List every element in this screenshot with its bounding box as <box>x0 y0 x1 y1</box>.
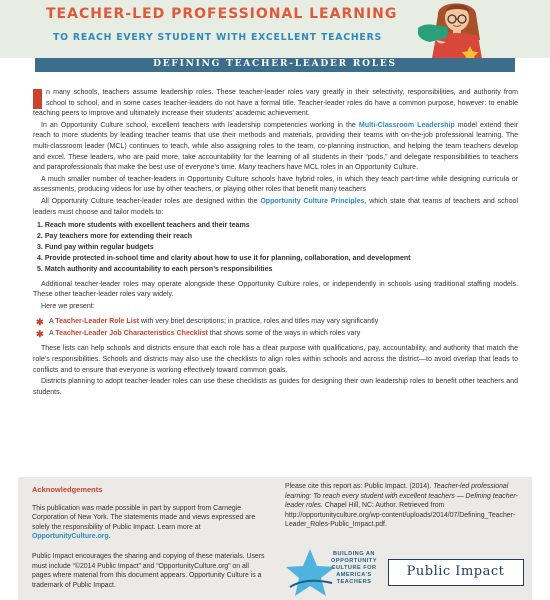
present-item-prefix: A <box>49 330 56 338</box>
multi-classroom-leadership-link[interactable]: Multi-Classroom Leadership <box>358 121 455 129</box>
principle-item: 1. Reach more students with excellent teachers and their teams <box>37 222 250 230</box>
here-we-present: Here we present: <box>41 302 95 310</box>
public-impact-logo <box>388 559 524 586</box>
citation <box>285 482 523 530</box>
page-subtitle: TO REACH EVERY STUDENT WITH EXCELLENT TEACHERS <box>53 32 383 43</box>
present-item-suffix: with very brief descriptions; in practice, roles and titles may vary significantly <box>138 318 379 326</box>
asterisk-bullet-icon: ✱ <box>36 329 44 340</box>
citation-text-b: Chapel Hill, NC: Author. Retrieved from http://opportunityculture.org/wp-content/uploads/2014/07/Defining_Teacher-Leader_Roles-Public_Impact.pdf. <box>285 502 516 529</box>
principle-item: 3. Fund pay within regular budgets <box>37 243 154 251</box>
acknowledgements-funding <box>32 504 267 542</box>
principles-list <box>33 221 518 276</box>
asterisk-bullet-icon: ✱ <box>36 317 44 328</box>
mcl-text-a: In an Opportunity Culture school, excellent teachers with leadership competencies working in the <box>41 121 359 129</box>
intro-paragraph <box>33 88 518 120</box>
section-banner <box>35 58 515 72</box>
acknowledgements <box>32 485 267 600</box>
principles-text-b: , which state that teams of teachers and school leaders must choose and tailor models to: <box>33 197 519 216</box>
present-item-checklist <box>33 328 518 340</box>
districts-paragraph: Districts planning to adopt teacher-leader roles can use these checklists as guides for designing their own leadership roles to benefit other teachers and students. <box>33 378 518 396</box>
acknowledgements-title: Acknowledgements <box>32 485 103 494</box>
footer-panel <box>18 477 532 600</box>
job-characteristics-checklist-link[interactable]: Teacher-Leader Job Characteristics Checklist <box>55 330 208 338</box>
opportunity-culture-principles-link[interactable]: Opportunity Culture Principles <box>260 197 365 205</box>
mcl-text-emphasis: Many <box>238 164 256 172</box>
opportunity-culture-site-link[interactable]: OpportunityCulture.org <box>32 533 109 541</box>
funding-text-end: . <box>108 533 111 541</box>
public-impact-logo-text: Public Impact <box>406 564 505 579</box>
copyright-notice: Public Impact encourages the sharing and copying of these materials. Users must include “©2014 Public Impact” and “OpportunityCulture.org” on all pages where material from this document appears. Opportunity Culture is a trademark of Public Impact. <box>32 552 265 589</box>
additional-roles-paragraph: Additional teacher-leader roles may operate alongside these Opportunity Culture roles, or independently in schools using traditional staffing models. These other teacher-leader roles vary widely. <box>33 280 518 299</box>
citation-title: Teacher-led professional learning: To reach every student with excellent teachers — Defining teacher-leader roles. <box>285 483 518 510</box>
funding-text: This publication was made possible in part by support from Carnegie Corporation of New York. The statements made and views expressed are solely the responsibility of Public Impact. Learn more at <box>32 504 256 531</box>
opportunity-culture-logo-text: BUILDING AN OPPORTUNITY CULTURE FOR AMERICA’S TEACHERS <box>331 551 377 585</box>
present-item-prefix: A <box>49 318 56 326</box>
principles-text-a: All Opportunity Culture teacher-leader roles are designed within the <box>41 197 261 205</box>
mcl-paragraph <box>33 121 518 174</box>
citation-text-a: Please cite this report as: Public Impact. (2014). <box>285 483 434 490</box>
intro-text: n many schools, teachers assume leadership roles. These teacher-leader roles vary greatly in their selectivity, responsibilities, and authority from school to school, and in some cases teacher-leaders do not have a formal title. Teacher-leader roles do have a common purpose, however: to enable teaching peers to improve and ultimately increase their students’ academic achievement. <box>33 89 518 118</box>
teacher-leader-role-list-link[interactable]: Teacher-Leader Role List <box>55 318 139 326</box>
present-item-role-list <box>33 316 518 328</box>
page-title: TEACHER-LED PROFESSIONAL LEARNING <box>46 6 398 22</box>
principle-item: 4. Provide protected in-school time and clarity about how to use it for planning, collaboration, and development <box>37 254 411 262</box>
principles-paragraph <box>33 197 518 218</box>
main-article <box>33 88 518 399</box>
drop-cap <box>33 89 42 109</box>
principle-item: 5. Match authority and accountability to each person’s responsibilities <box>37 265 273 273</box>
mcl-text-b: model extend their reach to more students by leading teacher teams that use their methods and materials, providing their teams with on-the-job professional learning. The multi-classroom leader (MCL) continues to teach, while also assigning roles to the team, co-planning instruction, and helping the team teachers develop and excel. These leaders, who are paid more, take accountability for the learning of all students in their “pods,” and delegate responsibilities to teachers and paraprofessionals that make the best use of everyone’s time. <box>33 121 518 172</box>
hybrid-paragraph: A much smaller number of teacher-leaders in Opportunity Culture schools have hybrid roles, in which they teach part-time while designing curricula or assessments, producing videos for use by other teachers, or playing other roles that benefit many teachers <box>33 175 518 194</box>
section-banner-title: DEFINING TEACHER-LEADER ROLES <box>153 59 397 69</box>
present-item-suffix: that shows some of the ways in which roles vary <box>207 330 361 338</box>
lists-purpose-paragraph: These lists can help schools and districts ensure that each role has a clear purpose with qualifications, pay, accountability, and authority that match the role’s responsibilities. Schools and districts may also use the checklists to align roles within schools and across the district—to avoid overlap that leads to conflicts and to ensure that everyone is working effectively toward common goals. <box>33 345 518 374</box>
opportunity-culture-logo <box>286 547 382 599</box>
principle-item: 2. Pay teachers more for extending their reach <box>37 233 193 241</box>
present-list <box>33 316 518 340</box>
mcl-text-c: teachers have MCL roles in an Opportunity Culture. <box>255 164 419 172</box>
